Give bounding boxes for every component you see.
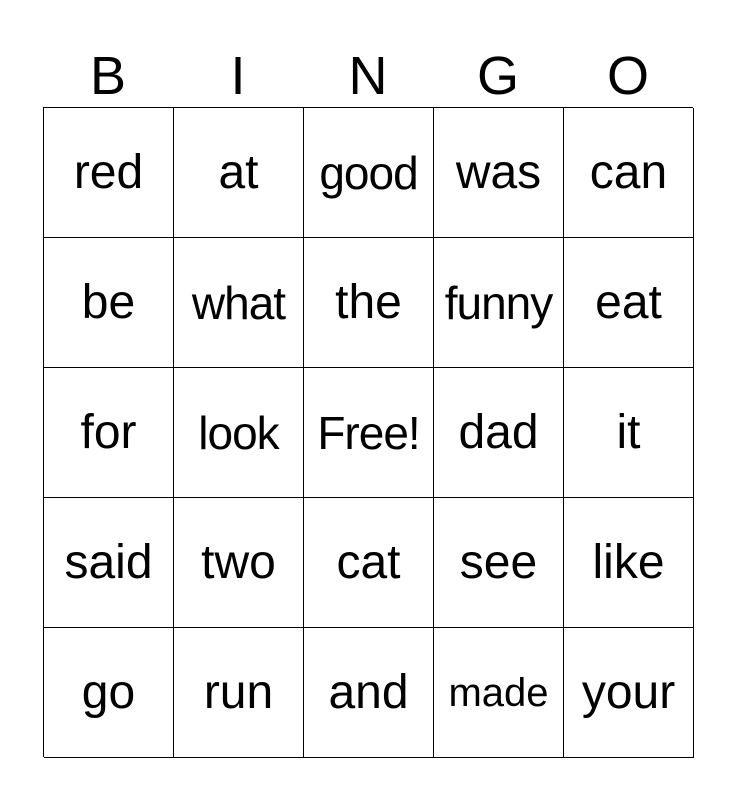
- bingo-cell[interactable]: see: [434, 498, 564, 628]
- free-space-cell[interactable]: Free!: [304, 368, 434, 498]
- bingo-cell[interactable]: can: [564, 108, 694, 238]
- bingo-cell[interactable]: good: [304, 108, 434, 238]
- bingo-cell[interactable]: cat: [304, 498, 434, 628]
- bingo-header: [43, 44, 693, 108]
- header-letter-o: O: [606, 46, 649, 106]
- bingo-cell[interactable]: at: [174, 108, 304, 238]
- bingo-cell[interactable]: what: [174, 238, 304, 368]
- bingo-cell[interactable]: dad: [434, 368, 564, 498]
- bingo-cell[interactable]: your: [564, 628, 694, 758]
- bingo-cell[interactable]: and: [304, 628, 434, 758]
- bingo-cell[interactable]: funny: [434, 238, 564, 368]
- header-letter-n: N: [348, 46, 388, 106]
- bingo-cell[interactable]: the: [304, 238, 434, 368]
- bingo-cell[interactable]: be: [44, 238, 174, 368]
- bingo-cell[interactable]: like: [564, 498, 694, 628]
- bingo-cell[interactable]: said: [44, 498, 174, 628]
- bingo-cell[interactable]: for: [44, 368, 174, 498]
- bingo-cell[interactable]: red: [44, 108, 174, 238]
- bingo-cell[interactable]: go: [44, 628, 174, 758]
- bingo-cell[interactable]: look: [174, 368, 304, 498]
- header-letter-g: G: [476, 46, 519, 106]
- bingo-cell[interactable]: was: [434, 108, 564, 238]
- bingo-cell[interactable]: two: [174, 498, 304, 628]
- bingo-cell[interactable]: it: [564, 368, 694, 498]
- header-letter-i: I: [230, 46, 246, 106]
- bingo-card-grid: [43, 107, 693, 757]
- bingo-cell[interactable]: made: [434, 628, 564, 758]
- header-letter-b: B: [89, 46, 127, 106]
- bingo-cell[interactable]: eat: [564, 238, 694, 368]
- bingo-cell[interactable]: run: [174, 628, 304, 758]
